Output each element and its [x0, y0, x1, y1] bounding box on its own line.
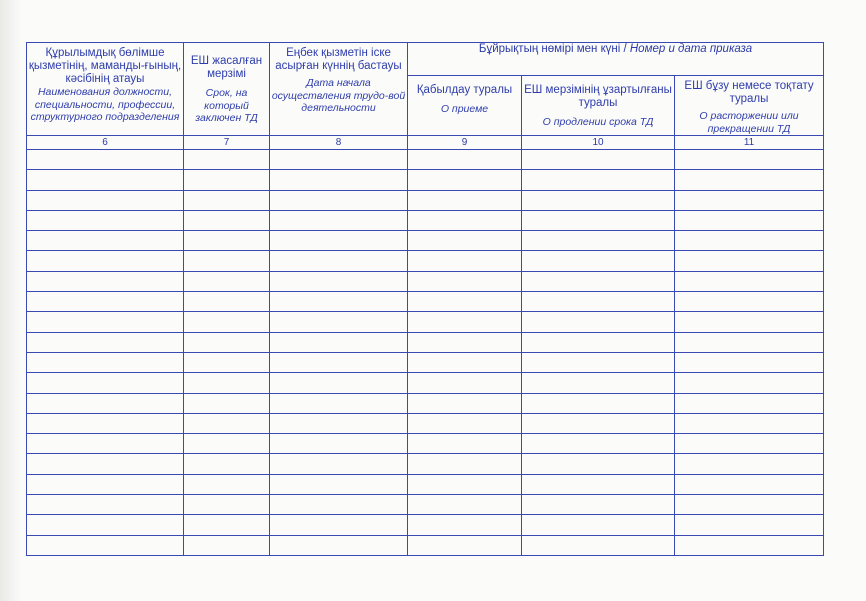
table-cell[interactable]: [270, 150, 408, 170]
table-cell[interactable]: [270, 170, 408, 190]
table-cell[interactable]: [408, 495, 522, 515]
table-cell[interactable]: [184, 352, 270, 372]
header-group: [408, 43, 824, 76]
table-cell[interactable]: [522, 292, 675, 312]
column-number: 11: [675, 136, 824, 150]
table-cell[interactable]: [675, 170, 824, 190]
table-row: [27, 352, 824, 372]
header-col9-kz: Қабылдау туралы: [416, 84, 513, 96]
journal-table: [26, 42, 824, 556]
header-col7: [184, 43, 270, 136]
table-cell[interactable]: [184, 150, 270, 170]
header-col7-ru: Срок, на который заключен ТД: [195, 87, 258, 124]
table-cell[interactable]: [27, 474, 184, 494]
table-cell[interactable]: [408, 170, 522, 190]
table-cell[interactable]: [184, 454, 270, 474]
table-cell[interactable]: [184, 251, 270, 271]
table-row: [27, 292, 824, 312]
table-cell[interactable]: [522, 210, 675, 230]
table-cell[interactable]: [522, 393, 675, 413]
table-cell[interactable]: [27, 515, 184, 535]
table-cell[interactable]: [408, 474, 522, 494]
table-cell[interactable]: [184, 393, 270, 413]
table-cell[interactable]: [27, 332, 184, 352]
page-edge-shadow: [0, 0, 22, 601]
table-cell[interactable]: [522, 150, 675, 170]
header-col9: [408, 76, 522, 136]
column-number: 7: [184, 136, 270, 150]
table-row: [27, 454, 824, 474]
table-cell[interactable]: [522, 352, 675, 372]
table-cell[interactable]: [408, 434, 522, 454]
table-row: [27, 251, 824, 271]
table-cell[interactable]: [408, 190, 522, 210]
table-cell[interactable]: [184, 271, 270, 291]
table-row: [27, 271, 824, 291]
table-row: [27, 150, 824, 170]
table-cell[interactable]: [522, 170, 675, 190]
table-cell[interactable]: [408, 312, 522, 332]
header-col6-kz: Құрылымдық бөлімше қызметінің, маманды-ғының, кәсібінің атауы: [28, 47, 182, 85]
table-cell[interactable]: [270, 271, 408, 291]
table-cell[interactable]: [270, 312, 408, 332]
table-row: [27, 231, 824, 251]
header-col7-kz: ЕШ жасалған мерзімі: [190, 55, 263, 80]
header-group-kz: Бұйрықтың нөмірі мен күні /: [478, 43, 627, 55]
table-row: [27, 393, 824, 413]
table-cell[interactable]: [408, 210, 522, 230]
table-cell[interactable]: [675, 373, 824, 393]
table-cell[interactable]: [675, 271, 824, 291]
column-number: 8: [270, 136, 408, 150]
table-cell[interactable]: [408, 515, 522, 535]
table-cell[interactable]: [184, 495, 270, 515]
table-cell[interactable]: [270, 210, 408, 230]
table-cell[interactable]: [522, 474, 675, 494]
column-number-row: [27, 136, 824, 150]
table-cell[interactable]: [522, 312, 675, 332]
table-cell[interactable]: [522, 495, 675, 515]
table-cell[interactable]: [27, 495, 184, 515]
table-cell[interactable]: [522, 413, 675, 433]
table-cell[interactable]: [270, 190, 408, 210]
table-cell[interactable]: [270, 434, 408, 454]
table-cell[interactable]: [270, 495, 408, 515]
table-cell[interactable]: [522, 373, 675, 393]
table-row: [27, 332, 824, 352]
table-cell[interactable]: [27, 413, 184, 433]
table-cell[interactable]: [184, 170, 270, 190]
table-cell[interactable]: [408, 535, 522, 555]
table-cell[interactable]: [408, 251, 522, 271]
table-cell[interactable]: [408, 393, 522, 413]
table-cell[interactable]: [408, 332, 522, 352]
header-col6-ru: Наименования должности, специальности, профессии, структурного подразделения: [30, 86, 180, 123]
table-cell[interactable]: [522, 190, 675, 210]
table-cell[interactable]: [270, 454, 408, 474]
table-cell[interactable]: [27, 150, 184, 170]
table-cell[interactable]: [522, 515, 675, 535]
table-cell[interactable]: [27, 190, 184, 210]
table-cell[interactable]: [675, 474, 824, 494]
table-cell[interactable]: [270, 231, 408, 251]
table-cell[interactable]: [408, 413, 522, 433]
header-col11-ru: О расторжении или прекращении ТД: [699, 110, 799, 135]
header-col6: [27, 43, 184, 136]
table-cell[interactable]: [270, 474, 408, 494]
table-cell[interactable]: [675, 332, 824, 352]
header-col8: [270, 43, 408, 136]
column-number: 6: [27, 136, 184, 150]
table-cell[interactable]: [675, 210, 824, 230]
table-cell[interactable]: [675, 150, 824, 170]
table-cell[interactable]: [522, 231, 675, 251]
table-row: [27, 373, 824, 393]
table-cell[interactable]: [27, 231, 184, 251]
table-cell[interactable]: [408, 271, 522, 291]
table-row: [27, 535, 824, 555]
table-cell[interactable]: [27, 454, 184, 474]
table-cell[interactable]: [184, 231, 270, 251]
table-row: [27, 515, 824, 535]
table-cell[interactable]: [675, 251, 824, 271]
table-cell[interactable]: [184, 474, 270, 494]
table-cell[interactable]: [675, 434, 824, 454]
table-cell[interactable]: [27, 170, 184, 190]
table-cell[interactable]: [675, 495, 824, 515]
table-cell[interactable]: [270, 332, 408, 352]
table-cell[interactable]: [27, 271, 184, 291]
table-cell[interactable]: [270, 373, 408, 393]
table-cell[interactable]: [184, 332, 270, 352]
table-cell[interactable]: [270, 393, 408, 413]
table-cell[interactable]: [27, 373, 184, 393]
header-col8-ru: Дата начала осуществления трудо-вой деятельности: [271, 77, 406, 114]
table-cell[interactable]: [184, 434, 270, 454]
table-cell[interactable]: [270, 292, 408, 312]
table-cell[interactable]: [184, 535, 270, 555]
table-cell[interactable]: [522, 434, 675, 454]
header-col9-ru: О приеме: [440, 103, 489, 115]
table-cell[interactable]: [27, 312, 184, 332]
table-cell[interactable]: [184, 515, 270, 535]
table-cell[interactable]: [675, 535, 824, 555]
table-cell[interactable]: [675, 413, 824, 433]
table-cell[interactable]: [27, 535, 184, 555]
table-cell[interactable]: [184, 292, 270, 312]
table-cell[interactable]: [270, 535, 408, 555]
column-number: 10: [522, 136, 675, 150]
header-col10: [522, 76, 675, 136]
table-row: [27, 170, 824, 190]
table-cell[interactable]: [27, 434, 184, 454]
table-row: [27, 312, 824, 332]
table-row: [27, 210, 824, 230]
table-cell[interactable]: [522, 271, 675, 291]
table-row: [27, 413, 824, 433]
header-col10-kz: ЕШ мерзімінің ұзартылғаны туралы: [524, 84, 672, 109]
table-cell[interactable]: [675, 292, 824, 312]
header-group-ru: Номер и дата приказа: [629, 43, 753, 55]
table-cell[interactable]: [675, 515, 824, 535]
table-cell[interactable]: [184, 190, 270, 210]
journal-body: [27, 150, 824, 556]
table-cell[interactable]: [675, 312, 824, 332]
table-cell[interactable]: [408, 231, 522, 251]
table-cell[interactable]: [522, 332, 675, 352]
table-row: [27, 434, 824, 454]
header-col10-ru: О продлении срока ТД: [542, 116, 654, 128]
table-cell[interactable]: [184, 312, 270, 332]
table-cell[interactable]: [675, 231, 824, 251]
header-col8-kz: Еңбек қызметін іске асырған күннің бастауы: [275, 47, 402, 72]
table-row: [27, 495, 824, 515]
table-row: [27, 190, 824, 210]
table-cell[interactable]: [522, 454, 675, 474]
table-cell[interactable]: [408, 454, 522, 474]
table-cell[interactable]: [184, 210, 270, 230]
header-col11-kz: ЕШ бұзу немесе тоқтату туралы: [684, 80, 814, 105]
table-cell[interactable]: [408, 292, 522, 312]
table-cell[interactable]: [408, 150, 522, 170]
table-cell[interactable]: [184, 413, 270, 433]
table-cell[interactable]: [675, 393, 824, 413]
table-row: [27, 474, 824, 494]
table-cell[interactable]: [27, 210, 184, 230]
table-cell[interactable]: [184, 373, 270, 393]
table-cell[interactable]: [27, 292, 184, 312]
table-cell[interactable]: [27, 251, 184, 271]
table-cell[interactable]: [675, 190, 824, 210]
table-cell[interactable]: [408, 373, 522, 393]
table-cell[interactable]: [270, 352, 408, 372]
table-cell[interactable]: [270, 413, 408, 433]
table-cell[interactable]: [675, 454, 824, 474]
table-cell[interactable]: [27, 352, 184, 372]
column-number: 9: [408, 136, 522, 150]
table-cell[interactable]: [408, 352, 522, 372]
table-cell[interactable]: [522, 535, 675, 555]
table-cell[interactable]: [522, 251, 675, 271]
header-row-top: [27, 43, 824, 76]
table-cell[interactable]: [27, 393, 184, 413]
table-cell[interactable]: [675, 352, 824, 372]
table-cell[interactable]: [270, 515, 408, 535]
header-col11: [675, 76, 824, 136]
table-cell[interactable]: [270, 251, 408, 271]
